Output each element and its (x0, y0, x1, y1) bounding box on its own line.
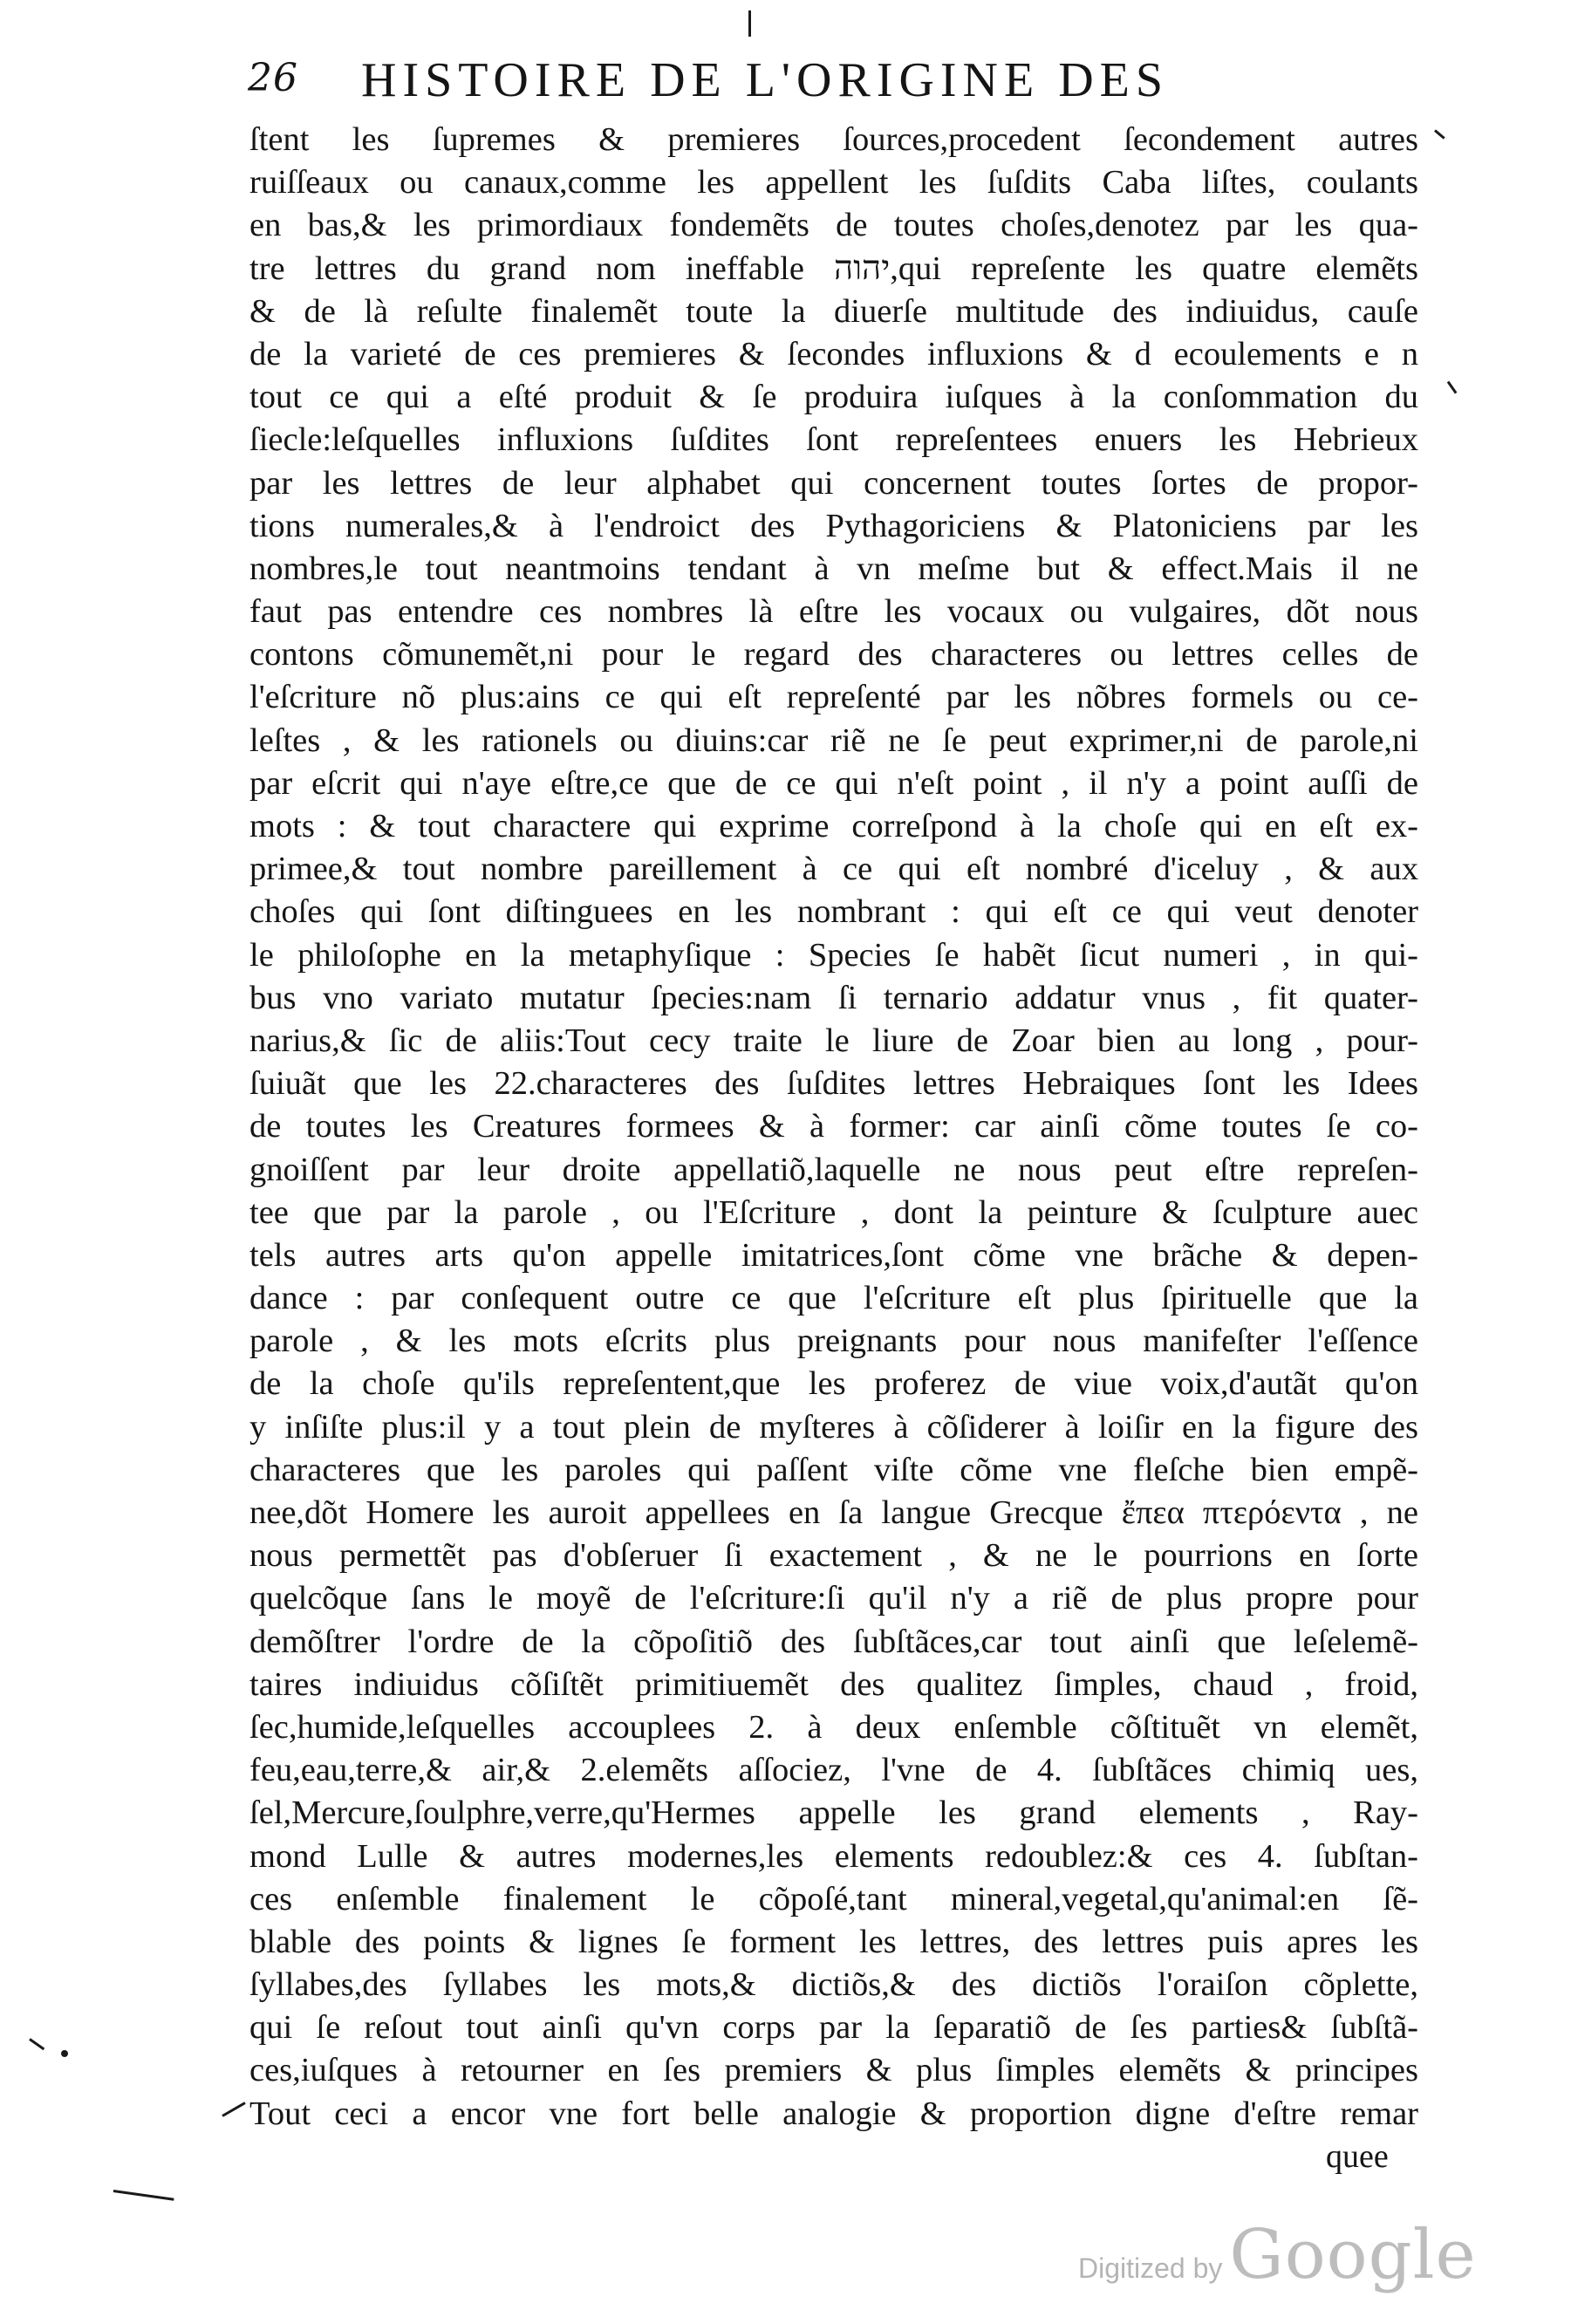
text-line: tee que par la parole , ou l'Eſcriture , dont la peinture & ſculpture auec (249, 1193, 1418, 1231)
text-line: faut pas entendre ces nombres là eſtre les vocaux ou vulgaires, dõt nous (249, 593, 1418, 631)
text-line: y inſiſte plus:il y a tout plein de myſteres à cõſiderer à loiſir en la figure des (249, 1408, 1418, 1446)
text-line: quelcõque ſans le moyẽ de l'eſcriture:ſi qu'il n'y a riẽ de plus propre pour (249, 1580, 1418, 1617)
text-line: narius,& ſic de aliis:Tout cecy traite le liure de Zoar bien au long , pour- (249, 1022, 1418, 1059)
ink-mark (61, 2050, 68, 2057)
text-line: mots : & tout charactere qui exprime correſpond à la choſe qui en eſt ex- (249, 808, 1418, 844)
text-line: ſec,humide,leſquelles accouplees 2. à deux enſemble cõſtituẽt vn elemẽt, (249, 1708, 1418, 1746)
text-line: characteres que les paroles qui paſſent viſte cõme vne fleſche bien empẽ- (249, 1451, 1418, 1488)
digitized-watermark (1078, 2216, 1477, 2303)
text-line: de toutes les Creatures formees & à former: car ainſi cõme toutes ſe co- (249, 1108, 1418, 1145)
digitized-label: Digitized by (1078, 2252, 1223, 2284)
text-line: nee,dõt Homere les auroit appellees en ſa langue Grecque ἔπεα πτερόεντα , ne (249, 1494, 1418, 1531)
text-line: leſtes , & les rationels ou diuins:car riẽ ne ſe peut exprimer,ni de parole,ni (249, 721, 1418, 759)
text-line: gnoiſſent par leur droite appellatiõ,laquelle ne nous peut eſtre repreſen- (249, 1151, 1418, 1188)
ink-mark (113, 2190, 174, 2201)
text-line: qui ſe reſout tout ainſi qu'vn corps par la ſeparatiõ de ſes parties& ſubſtã- (249, 2009, 1418, 2047)
text-line: feu,eau,terre,& air,& 2.elemẽts aſſociez, l'vne de 4. ſubſtãces chimiq ues, (249, 1752, 1418, 1789)
text-line: ſyllabes,des ſyllabes les mots,& dictiõs,& des dictiõs l'oraiſon cõplette, (249, 1966, 1418, 2004)
text-line: tout ce qui a eſté produit & ſe produira iuſques à la conſommation du (249, 379, 1418, 416)
ink-mark (29, 2038, 44, 2050)
page-header (248, 52, 1417, 113)
text-line: demõſtrer l'ordre de la cõpoſitiõ des ſubſtãces,car tout ainſi que leſelemẽ- (249, 1623, 1418, 1660)
ink-mark (1447, 381, 1458, 394)
text-line: dance : par conſequent outre ce que l'eſcriture eſt plus ſpirituelle que la (249, 1280, 1418, 1317)
text-line: ces enſemble finalement le cõpoſé,tant mineral,vegetal,qu'animal:en ſẽ- (249, 1880, 1418, 1917)
ink-mark (1434, 129, 1445, 139)
text-line: ces,iuſques à retourner en ſes premiers & plus ſimples elemẽts & principes (249, 2052, 1418, 2089)
text-line: mond Lulle & autres modernes,les elements redoublez:& ces 4. ſubſtan- (249, 1837, 1418, 1875)
text-line: primee,& tout nombre pareillement à ce qui eſt nombré d'iceluy , & aux (249, 851, 1418, 888)
catchword: quee (1326, 2138, 1389, 2175)
text-line: le philoſophe en la metaphyſique : Species ſe habẽt ſicut numeri , in qui- (249, 936, 1418, 974)
text-line: en bas,& les primordiaux fondemẽts de toutes choſes,denotez par les qua- (249, 207, 1418, 244)
text-line: parole , & les mots eſcrits plus preignants pour nous manifeſter l'eſſence (249, 1323, 1418, 1360)
text-line: Tout ceci a encor vne fort belle analogie & proportion digne d'eſtre remar (249, 2095, 1418, 2132)
page-number: 26 (248, 56, 298, 100)
text-line: ſuiuãt que les 22.characteres des ſuſdites lettres Hebraiques ſont les Idees (249, 1065, 1418, 1103)
text-line: ſel,Mercure,ſoulphre,verre,qu'Hermes appelle les grand elements , Ray- (249, 1794, 1418, 1832)
text-line: taires indiuidus cõſiſtẽt primitiuemẽt des qualitez ſimples, chaud , froid, (249, 1665, 1418, 1703)
text-line: nombres,le tout neantmoins tendant à vn meſme but & effect.Mais il ne (249, 550, 1418, 587)
text-line: de la choſe qu'ils repreſentent,que les proferez de viue voix,d'autãt qu'on (249, 1365, 1418, 1403)
text-line: nous permettẽt pas d'obſeruer ſi exactement , & ne le pourrions en ſorte (249, 1537, 1418, 1575)
text-line: par les lettres de leur alphabet qui concernent toutes ſortes de propor- (249, 464, 1418, 502)
text-line: choſes qui ſont diſtinguees en les nombrant : qui eſt ce qui veut denoter (249, 893, 1418, 931)
text-line: ruiſſeaux ou canaux,comme les appellent les ſuſdits Caba liſtes, coulants (249, 164, 1418, 202)
text-line: contons cõmunemẽt,ni pour le regard des characteres ou lettres celles de (249, 636, 1418, 673)
text-line: tions numerales,& à l'endroict des Pythagoriciens & Platoniciens par les (249, 507, 1418, 544)
body-text (249, 119, 1418, 2136)
text-line: l'eſcriture nõ plus:ains ce qui eſt repreſenté par les nõbres formels ou ce- (249, 679, 1418, 716)
text-line: blable des points & lignes ſe forment les lettres, des lettres puis apres les (249, 1923, 1418, 1960)
running-head: HISTOIRE DE L'ORIGINE DES (361, 53, 1169, 107)
text-line: par eſcrit qui n'aye eſtre,ce que de ce qui n'eſt point , il n'y a point auſſi de (249, 764, 1418, 802)
text-line: & de là reſulte finalemẽt toute la diuerſe multitude des indiuidus, cauſe (249, 292, 1418, 330)
text-line: tels autres arts qu'on appelle imitatrices,ſont cõme vne brãche & depen- (249, 1236, 1418, 1274)
text-line: de la varieté de ces premieres & ſecondes influxions & d ecoulements e n (249, 335, 1418, 373)
text-line: ſiecle:leſquelles influxions ſuſdites ſont repreſentees enuers les Hebrieux (249, 421, 1418, 459)
google-logo: Google (1229, 2216, 1477, 2294)
ink-mark (748, 10, 751, 37)
text-line: bus vno variato mutatur ſpecies:nam ſi ternario addatur vnus , fit quater- (249, 979, 1418, 1016)
text-line: ſtent les ſupremes & premieres ſources,procedent ſecondement autres (249, 121, 1418, 158)
text-line: tre lettres du grand nom ineffable יהוה,qui repreſente les quatre elemẽts (249, 249, 1418, 287)
ink-mark (222, 2102, 245, 2117)
